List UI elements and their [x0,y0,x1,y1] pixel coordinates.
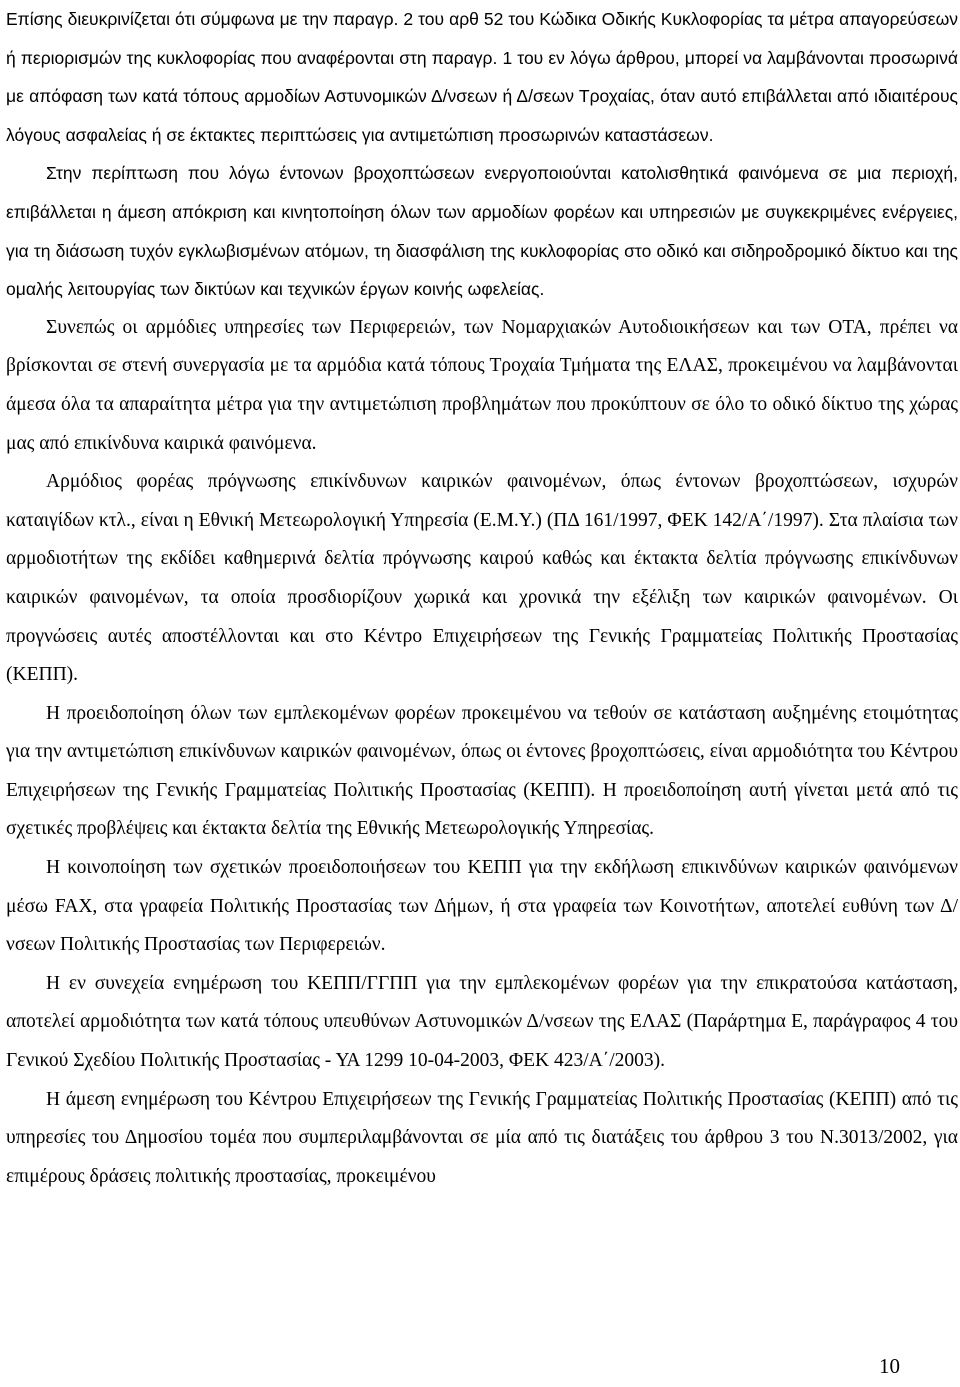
paragraph-traffic-restrictions: Επίσης διευκρινίζεται ότι σύμφωνα με την παραγρ. 2 του αρθ 52 του Κώδικα Οδικής Κυκλοφορίας τα μέτρα απαγορεύσεων ή περιορισμών της κυκλοφορίας που αναφέρονται στη παραγρ. 1 του εν λόγω άρθρου, μπορεί να λαμβάνονται προσωρινά με απόφαση των κατά τόπους αρμοδίων Αστυνομικών Δ/νσεων ή Δ/σεων Τροχαίας, όταν αυτό επιβάλλεται από ιδιαιτέρους λόγους ασφαλείας ή σε έκτακτες περιπτώσεις για αντιμετώπιση προσωρινών καταστάσεων. [6,9,958,145]
page-number: 10 [879,1354,900,1378]
paragraph-warning-notification: Η κοινοποίηση των σχετικών προειδοποιήσεων του ΚΕΠΠ για την εκδήλωση επικινδύνων καιρικών φαινόμενων μέσω FAX, στα γραφεία Πολιτικής Προστασίας των Δήμων, ή στα γραφεία των Κοινοτήτων, αποτελεί ευθύνη των Δ/νσεων Πολιτικής Προστασίας των Περιφερειών. [6,857,958,956]
paragraph-status-update: Η εν συνεχεία ενημέρωση του ΚΕΠΠ/ΓΓΠΠ για την εμπλεκομένων φορέων για την επικρατούσα κατάσταση, αποτελεί αρμοδιότητα των κατά τόπους υπευθύνων Αστυνομικών Δ/νσεων της ΕΛΑΣ (Παράρτημα Ε, παράγραφος 4 του Γενικού Σχεδίου Πολιτικής Προστασίας - ΥΑ 1299 10-04-2003, ΦΕΚ 423/Α΄/2003). [6,972,958,1072]
paragraph-weather-forecasting: Αρμόδιος φορέας πρόγνωσης επικίνδυνων καιρικών φαινομένων, όπως έντονων βροχοπτώσεων, ισχυρών καταιγίδων κτλ., είναι η Εθνική Μετεωρολογική Υπηρεσία (Ε.Μ.Υ.) (ΠΔ 161/1997, ΦΕΚ 142/Α΄/1997). Στα πλαίσια των αρμοδιοτήτων της εκδίδει καθημερινά δελτία πρόγνωσης καιρού καθώς και έκτακτα δελτία πρόγνωσης επικίνδυνων καιρικών φαινομένων, τα οποία προσδιορίζουν χωρικά και χρονικά την εξέλιξη των καιρικών φαινομένων. Οι προγνώσεις αυτές αποστέλλονται και στο Κέντρο Επιχειρήσεων της Γενικής Γραμματείας Πολιτικής Προστασίας (ΚΕΠΠ). [6,471,958,686]
paragraph-landslide-response: Στην περίπτωση που λόγω έντονων βροχοπτώσεων ενεργοποιούνται κατολισθητικά φαινόμενα σε μια περιοχή, επιβάλλεται η άμεση απόκριση και κινητοποίηση όλων των αρμοδίων φορέων και υπηρεσιών με συγκεκριμένες ενέργειες, για τη διάσωση τυχόν εγκλωβισμένων ατόμων, τη διασφάλιση της κυκλοφορίας στο οδικό και σιδηροδρομικό δίκτυο και της ομαλής λειτουργίας των δικτύων και τεχνικών έργων κοινής ωφελείας. [6,163,958,300]
document-page [6,0,958,1196]
paragraph-agency-cooperation: Συνεπώς οι αρμόδιες υπηρεσίες των Περιφερειών, των Νομαρχιακών Αυτοδιοικήσεων και των ΟΤΑ, πρέπει να βρίσκονται σε στενή συνεργασία με τα αρμόδια κατά τόπους Τροχαία Τμήματα της ΕΛΑΣ, προκειμένου να λαμβάνονται άμεσα όλα τα απαραίτητα μέτρα για την αντιμετώπιση προβλημάτων που προκύπτουν σε όλο το οδικό δίκτυο της χώρας μας από επικίνδυνα καιρικά φαινόμενα. [6,316,958,454]
paragraph-early-warning: Η προειδοποίηση όλων των εμπλεκομένων φορέων προκειμένου να τεθούν σε κατάσταση αυξημένης ετοιμότητας για την αντιμετώπιση επικίνδυνων καιρικών φαινομένων, όπως οι έντονες βροχοπτώσεις, είναι αρμοδιότητα του Κέντρου Επιχειρήσεων της Γενικής Γραμματείας Πολιτικής Προστασίας (ΚΕΠΠ). Η προειδοποίηση αυτή γίνεται μετά από τις σχετικές προβλέψεις και έκτακτα δελτία της Εθνικής Μετεωρολογικής Υπηρεσίας. [6,702,958,840]
paragraph-immediate-briefing: Η άμεση ενημέρωση του Κέντρου Επιχειρήσεων της Γενικής Γραμματείας Πολιτικής Προστασίας (ΚΕΠΠ) από τις υπηρεσίες του Δημοσίου τομέα που συμπεριλαμβάνονται σε μία από τις διατάξεις του άρθρου 3 του Ν.3013/2002, για επιμέρους δράσεις πολιτικής προστασίας, προκειμένου [6,1088,958,1187]
